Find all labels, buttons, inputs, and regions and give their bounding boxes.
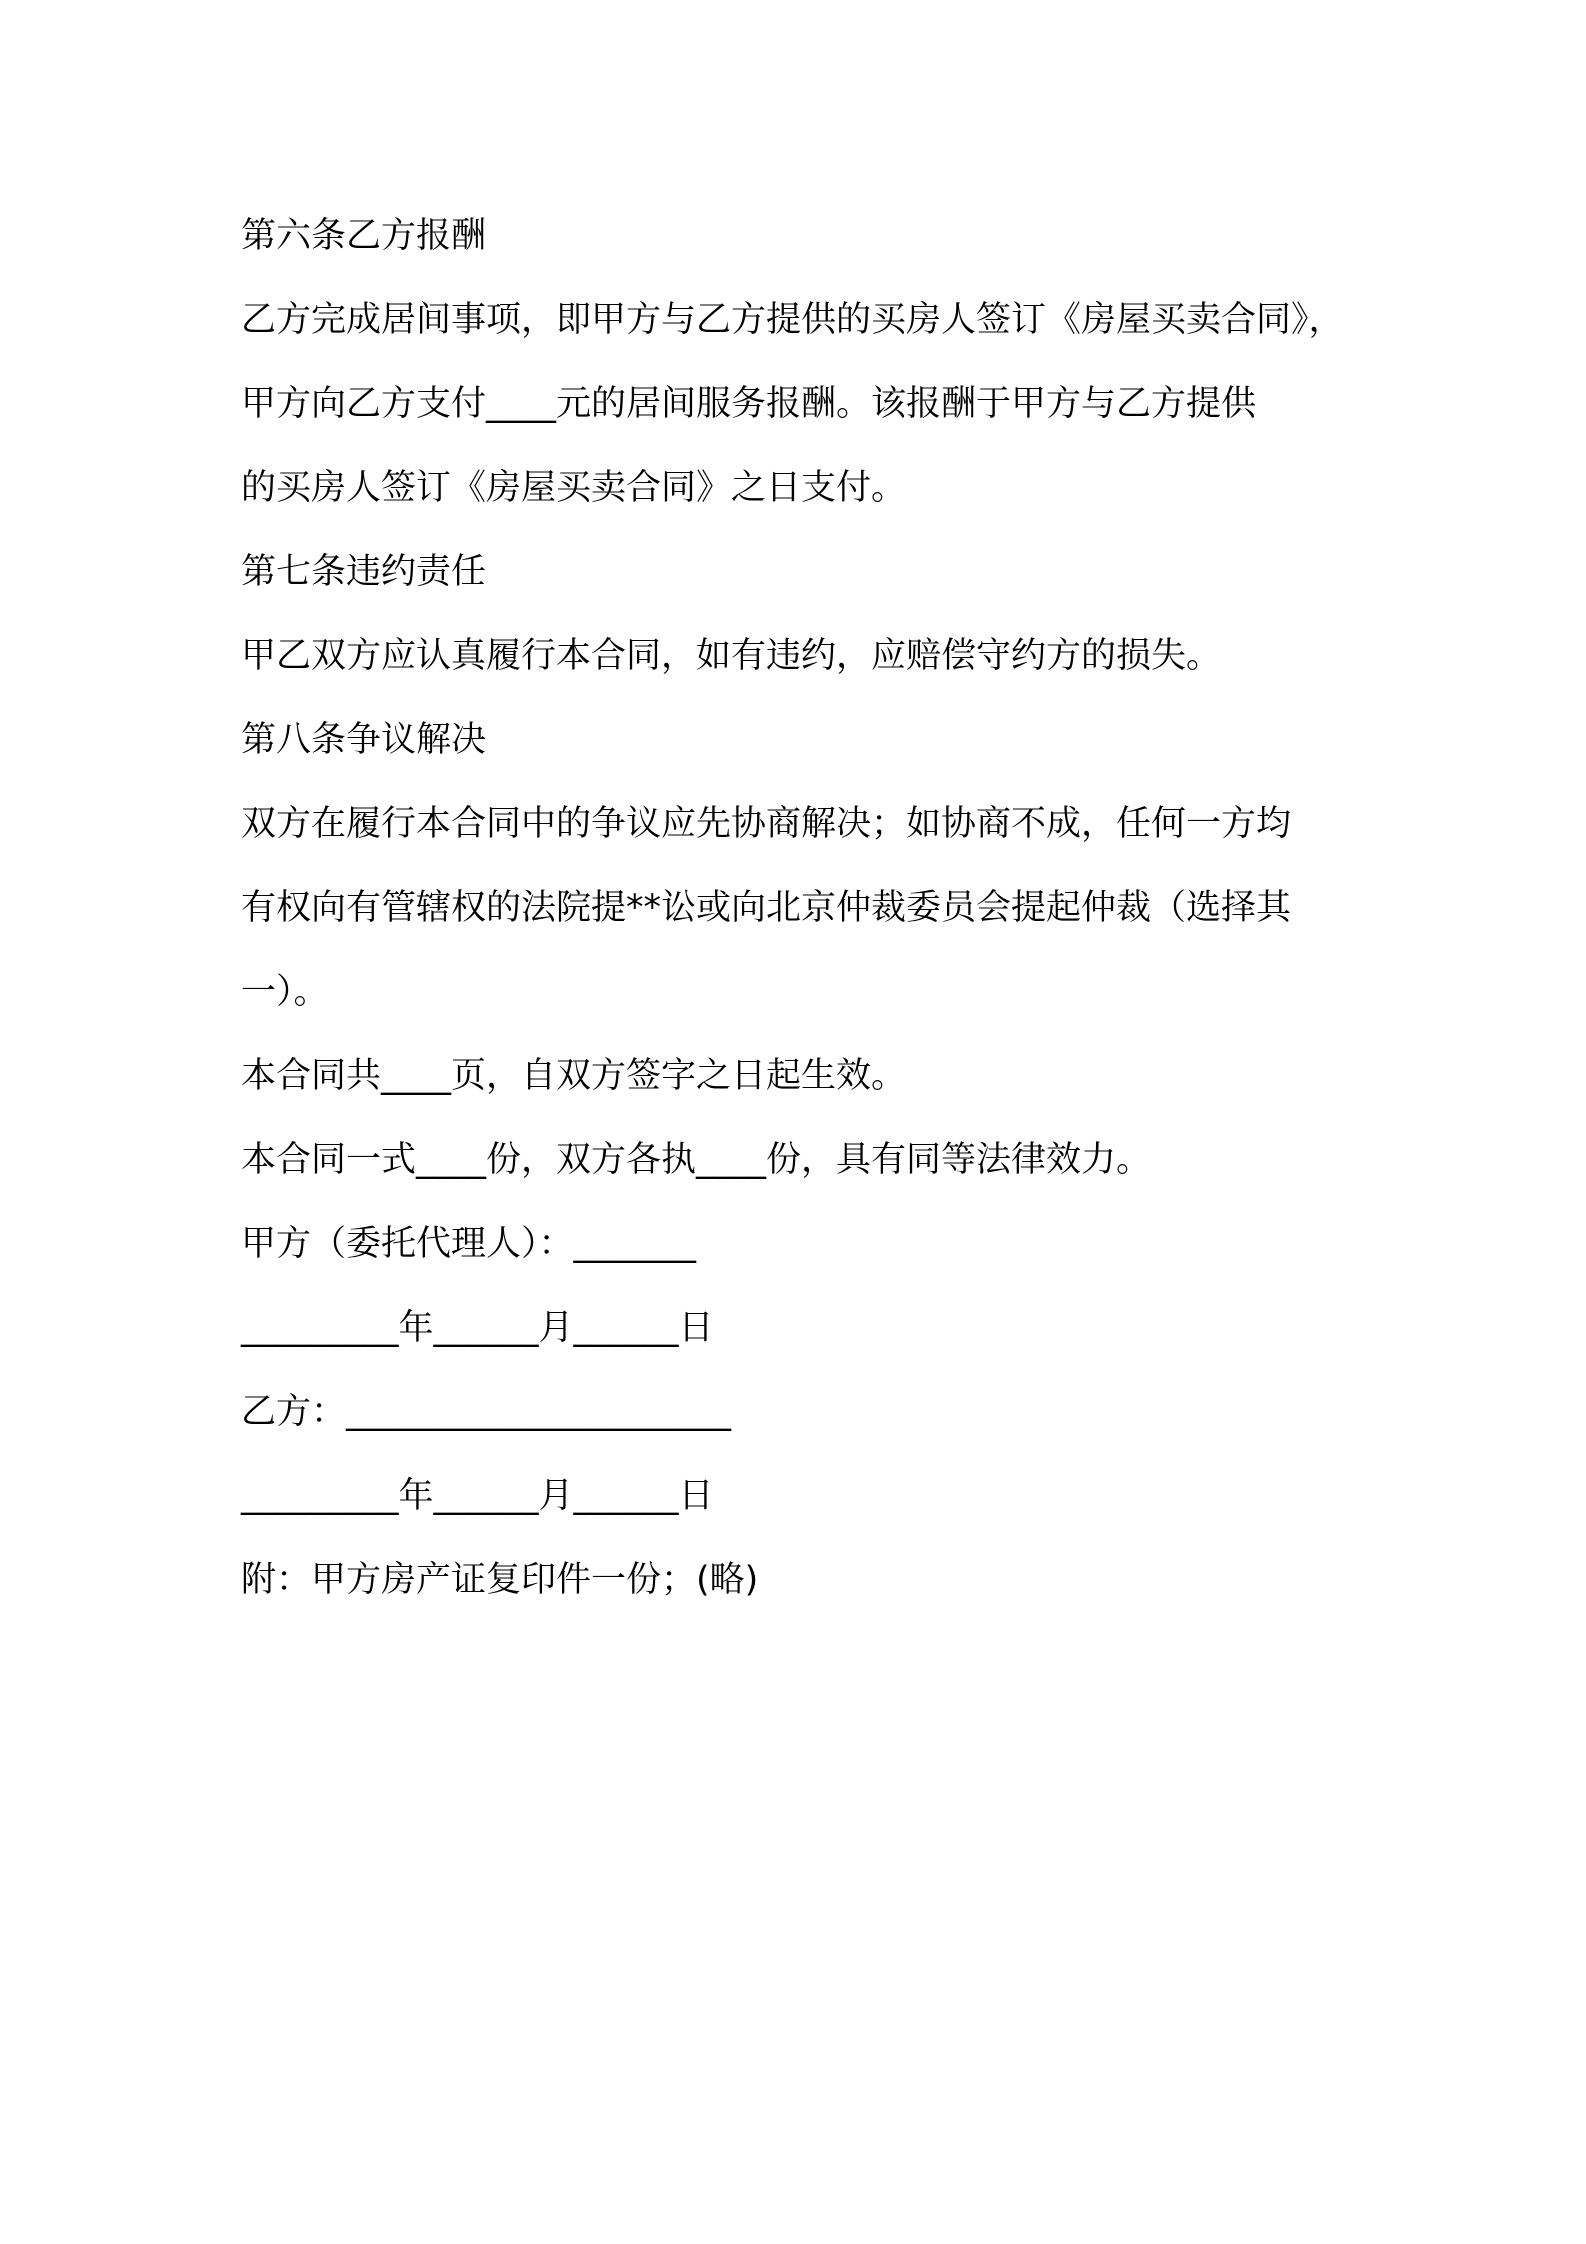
page-count-clause: 本合同共____页，自双方签字之日起生效。 <box>241 1056 907 1096</box>
attachment-note: 附：甲方房产证复印件一份；(略) <box>241 1560 759 1600</box>
party-b-signature-line: 乙方：______________________ <box>241 1392 732 1432</box>
document-body <box>241 194 1381 1622</box>
article-8-text-line-2: 有权向有管辖权的法院提**讼或向北京仲裁委员会提起仲裁（选择其 <box>241 888 1292 928</box>
article-8-text-line-3: 一）。 <box>241 972 329 1012</box>
article-6-text-line-1: 乙方完成居间事项，即甲方与乙方提供的买房人签订《房屋买卖合同》， <box>241 300 1344 340</box>
party-a-signature-line: 甲方（委托代理人）：_______ <box>241 1224 697 1264</box>
party-a-date-line: _________年______月______日 <box>241 1308 714 1348</box>
article-8-heading: 第八条争议解决 <box>241 720 487 760</box>
article-6-text-line-2: 甲方向乙方支付____元的居间服务报酬。该报酬于甲方与乙方提供 <box>241 384 1257 424</box>
article-7-text: 甲乙双方应认真履行本合同，如有违约，应赔偿守约方的损失。 <box>241 636 1222 676</box>
article-8-text-line-1: 双方在履行本合同中的争议应先协商解决；如协商不成，任何一方均 <box>241 804 1292 844</box>
copies-clause: 本合同一式____份，双方各执____份，具有同等法律效力。 <box>241 1140 1152 1180</box>
article-7-heading: 第七条违约责任 <box>241 552 487 592</box>
article-6-text-line-3: 的买房人签订《房屋买卖合同》之日支付。 <box>241 468 907 508</box>
article-6-heading: 第六条乙方报酬 <box>241 216 487 256</box>
party-b-date-line: _________年______月______日 <box>241 1476 714 1516</box>
